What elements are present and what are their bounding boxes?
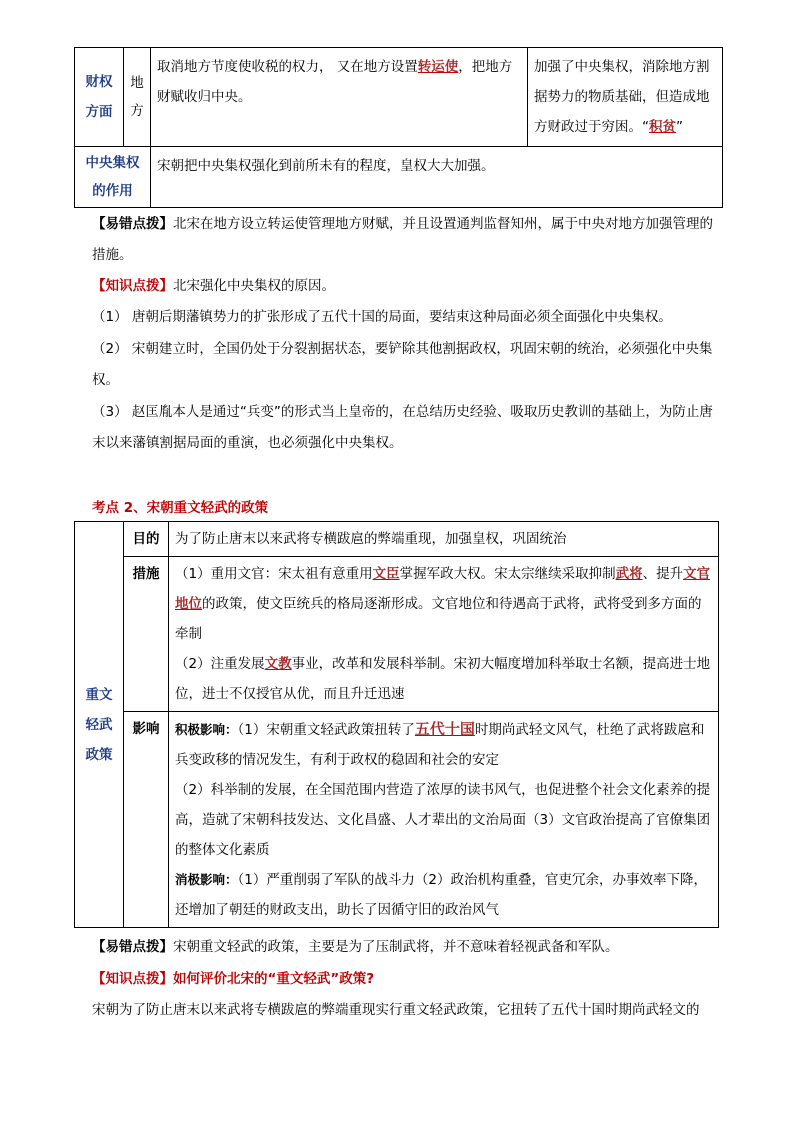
measure-1: [175, 559, 712, 649]
neg-text: （1）严重削弱了军队的战斗力（2）政治机构重叠，官吏冗余，办事效率下降，还增加了朝廷的财政支出，助长了因循守旧的政治风气: [175, 872, 707, 918]
last-paragraph: 宋朝为了防止唐末以来武将专横跋扈的弊端重现实行重文轻武政策，它扭转了五代十国时期尚武轻文的: [92, 1002, 700, 1018]
negative-impact: [175, 865, 712, 925]
effect-cell: [528, 48, 723, 147]
keyword-wujiang: 武将: [615, 566, 643, 582]
error-tip-2: [92, 932, 722, 963]
goal-row: [75, 522, 719, 557]
m1-text-b: 掌握军政大权。宋太宗继续采取抑制: [399, 566, 616, 582]
measures-label: 措施: [124, 557, 169, 712]
knowledge-tip-2-text: 如何评价北宋的“重文轻武”政策?: [173, 971, 375, 987]
goal-text: 为了防止唐末以来武将专横跋扈的弊端重现，加强皇权，巩固统治: [169, 522, 719, 557]
positive-label: 积极影响：: [175, 722, 238, 737]
negative-label: 消极影响：: [175, 872, 238, 887]
keyword-wudai-shiguo: 五代十国: [414, 720, 475, 738]
knowledge-tip-1: [92, 271, 722, 302]
keyword-wenguan-diwei: 文官地位: [175, 566, 711, 612]
error-tip-2-text: 宋朝重文轻武的政策，主要是为了压制武将，并不意味着轻视武备和军队。: [173, 939, 619, 955]
knowledge-tip-label: 【知识点拨】: [92, 278, 173, 294]
finance-table: [74, 47, 723, 208]
row2-text-cell: 宋朝把中央集权强化到前所未有的程度，皇权大大加强。: [151, 147, 723, 208]
impact-cell: [169, 712, 719, 928]
impact-row: [75, 712, 719, 928]
keyword-zhuanyunshi: 转运使: [417, 59, 459, 75]
finance-row: [75, 48, 723, 147]
sub-label-cell: 地方: [124, 48, 151, 147]
reason-1: （1） 唐朝后期藩镇势力的扩张形成了五代十国的局面，要结束这种局面必须全面强化中央集权。: [92, 309, 672, 325]
m1-text-c: 、提升: [642, 566, 684, 582]
knowledge-tip-text: 北宋强化中央集权的原因。: [173, 278, 335, 294]
knowledge-tip-2: [92, 964, 722, 995]
category-cell: 财权方面: [75, 48, 124, 147]
m2-text-b: 事业，改革和发展科举制。宋初大幅度增加科举取士名额，提高进士地位，进士不仅授官从优，而且升迁迅速: [175, 656, 711, 702]
keyword-jipin: 积贫: [649, 119, 676, 135]
positive-impact-2: （2）科举制的发展，在全国范围内营造了浓厚的读书风气，也促进整个社会文化素养的提高，造就了宋朝科技发达、文化昌盛、人才辈出的文治局面（3）文官政治提高了官僚集团的整体文化素质: [175, 782, 711, 858]
error-tip-label: 【易错点拨】: [92, 216, 173, 232]
knowledge-tip-2-label: 【知识点拨】: [92, 971, 173, 987]
positive-impact: [175, 714, 712, 775]
m2-text: （2）注重发展: [175, 656, 265, 672]
measures-row: [75, 557, 719, 712]
pos-text-b: 时期尚武轻文风气，杜绝了武将跋扈和兵变政移的情况发生，有利于政权的稳固和社会的安定: [175, 722, 705, 768]
row2-label-cell: 中央集权的作用: [75, 147, 151, 208]
m1-text-d: 的政策，使文臣统兵的格局逐渐形成。文官地位和待遇高于武将，武将受到多方面的牵制: [175, 596, 702, 642]
policy-label-cell: 重文轻武政策: [75, 522, 124, 928]
measure-text-end: ，把地方财赋收归中央。: [157, 59, 513, 105]
keyword-wenchen: 文臣: [372, 566, 400, 582]
reason-3: （3） 赵匡胤本人是通过“兵变”的形式当上皇帝的，在总结历史经验、吸取历史教训的基础上，为防止唐末以来藩镇割据局面的重演，也必须强化中央集权。: [92, 404, 713, 451]
reason-2: （2） 宋朝建立时，全国仍处于分裂割据状态，要铲除其他割据政权，巩固宋朝的统治，必须强化中央集权。: [92, 341, 713, 388]
error-tip-1: [92, 209, 722, 271]
section-2-title: 考点 2、宋朝重文轻武的政策: [92, 500, 269, 516]
centralization-row: [75, 147, 723, 208]
m1-text: （1）重用文官：宋太祖有意重用: [175, 566, 373, 582]
measure-text: 取消地方节度使收税的权力， 又在地方设置: [157, 59, 418, 75]
pos-text: （1）宋朝重文轻武政策扭转了: [237, 722, 415, 738]
impact-label: 影响: [124, 712, 169, 928]
keyword-wenjiao: 文教: [264, 656, 292, 672]
measures-cell: [169, 557, 719, 712]
effect-text: 加强了中央集权，消除地方割据势力的物质基础，但造成地方财政过于穷困。“: [534, 59, 710, 135]
effect-text-end: ”: [676, 119, 683, 135]
measure-2: [175, 649, 712, 709]
error-tip-text: 北宋在地方设立转运使管理地方财赋，并且设置通判监督知州，属于中央对地方加强管理的措施。: [92, 216, 713, 263]
error-tip-2-label: 【易错点拨】: [92, 939, 173, 955]
policy-table: [74, 521, 719, 928]
measure-cell: [151, 48, 528, 147]
goal-label: 目的: [124, 522, 169, 557]
